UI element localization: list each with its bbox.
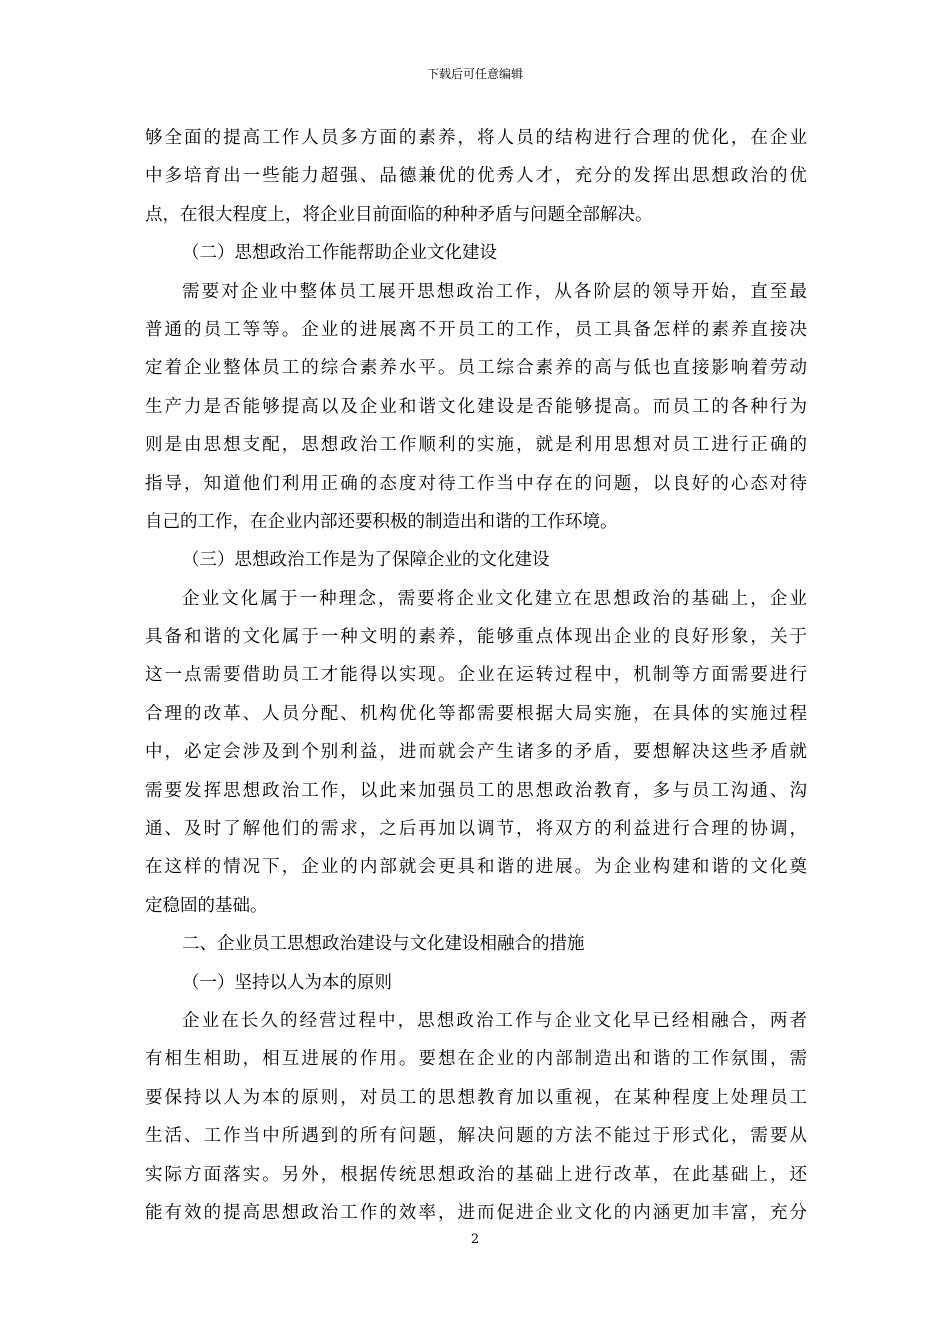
body-line: 定稳固的基础。 (145, 895, 268, 916)
body-line: 够全面的提高工作人员多方面的素养，将人员的结构进行合理的优化，在企业 (145, 128, 807, 148)
body-line: 能有效的提高思想政治工作的效率，进而促进企业文化的内涵更加丰富，充分 (145, 1202, 807, 1223)
page-number: 2 (470, 1232, 480, 1247)
section-heading: （一）坚持以人为本的原则 (182, 972, 392, 993)
body-line: 这一点需要借助员工才能得以实现。企业在运转过程中，机制等方面需要进行 (145, 665, 807, 686)
body-line: 需要发挥思想政治工作，以此来加强员工的思想政治教育，多与员工沟通、沟 (145, 780, 807, 801)
body-line: 指导，知道他们利用正确的态度对待工作当中存在的问题，以良好的心态对待 (145, 473, 807, 494)
body-line: 要保持以人为本的原则，对员工的思想教育加以重视，在某种程度上处理员工 (145, 1087, 807, 1108)
body-line: 通、及时了解他们的需求，之后再加以调节，将双方的利益进行合理的协调， (145, 819, 807, 840)
body-line: 企业在长久的经营过程中，思想政治工作与企业文化早已经相融合，两者 (182, 1010, 807, 1031)
body-line: 需要对企业中整体员工展开思想政治工作，从各阶层的领导开始，直至最 (182, 281, 807, 302)
body-line: 中，必定会涉及到个别利益，进而就会产生诸多的矛盾，要想解决这些矛盾就 (145, 742, 807, 763)
section-heading: （三）思想政治工作是为了保障企业的文化建设 (182, 550, 550, 571)
body-line: 有相生相助，相互进展的作用。要想在企业的内部制造出和谐的工作氛围，需 (145, 1049, 807, 1070)
section-heading: （二）思想政治工作能帮助企业文化建设 (182, 243, 497, 264)
section-heading: 二、企业员工思想政治建设与文化建设相融合的措施 (182, 934, 585, 955)
body-line: 定着企业整体员工的综合素养水平。员工综合素养的高与低也直接影响着劳动 (145, 358, 807, 379)
body-line: 生活、工作当中所遇到的所有问题，解决问题的方法不能过于形式化，需要从 (145, 1126, 807, 1147)
body-line: 在这样的情况下，企业的内部就会更具和谐的进展。为企业构建和谐的文化奠 (145, 857, 807, 878)
document-body (145, 119, 807, 1232)
body-line: 自己的工作，在企业内部还要积极的制造出和谐的工作环境。 (145, 511, 618, 532)
body-line: 企业文化属于一种理念，需要将企业文化建立在思想政治的基础上，企业 (182, 588, 807, 609)
body-line: 具备和谐的文化属于一种文明的素养，能够重点体现出企业的良好形象，关于 (145, 627, 807, 648)
page-header: 下载后可任意编辑 (426, 67, 523, 81)
body-line: 普通的员工等等。企业的进展离不开员工的工作，员工具备怎样的素养直接决 (145, 319, 807, 340)
body-line: 点，在很大程度上，将企业目前面临的种种矛盾与问题全部解决。 (145, 204, 653, 225)
body-line: 生产力是否能够提高以及企业和谐文化建设是否能够提高。而员工的各种行为 (145, 396, 807, 417)
body-line: 合理的改革、人员分配、机构优化等都需要根据大局实施，在具体的实施过程 (145, 703, 807, 724)
body-line: 实际方面落实。另外，根据传统思想政治的基础上进行改革，在此基础上，还 (145, 1164, 807, 1185)
body-line: 中多培育出一些能力超强、品德兼优的优秀人才，充分的发挥出思想政治的优 (145, 166, 807, 187)
body-line: 则是由思想支配，思想政治工作顺利的实施，就是利用思想对员工进行正确的 (145, 435, 807, 456)
